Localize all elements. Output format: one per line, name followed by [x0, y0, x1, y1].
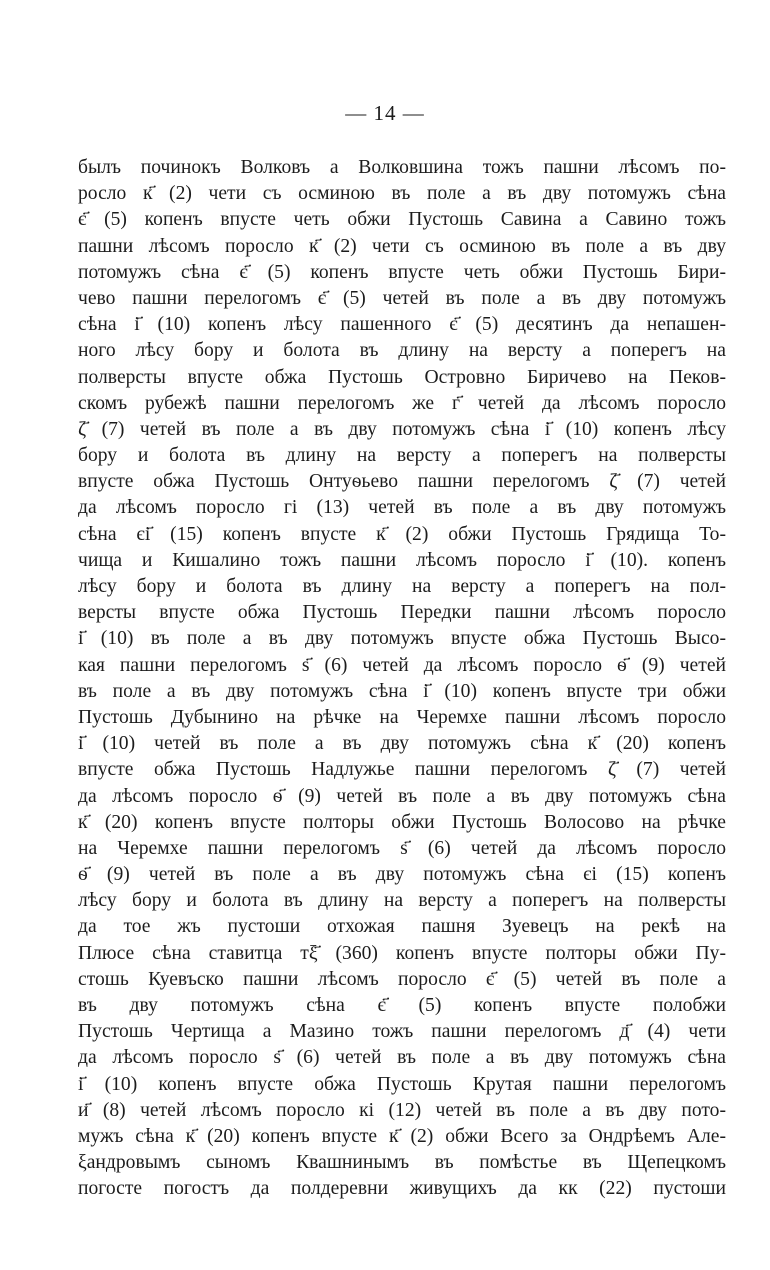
- text-line: Пустошь Дубынино на рѣчке на Черемхе пашни лѣсомъ поросло: [78, 706, 726, 728]
- text-line: ξандровымъ сыномъ Квашнинымъ въ помѣстье въ Щепецкомъ: [78, 1152, 726, 1174]
- text-line: полверсты впусте обжа Пустошь Островно Биричево на Пеков-: [78, 366, 726, 388]
- text-line: на Черемхе пашни перелогомъ ѕ҃ (6) четей да лѣсомъ поросло: [78, 837, 726, 859]
- text-line: ζ҃ (7) четей въ поле а въ дву потомужъ сѣна і҃ (10) копенъ лѣсу: [78, 418, 726, 440]
- text-line: сѣна і҃ (10) копенъ лѣсу пашенного є҃ (5) десятинъ да непашен-: [78, 314, 726, 336]
- text-line: Пустошь Чертища а Мазино тожъ пашни перелогомъ д҃ (4) чети: [78, 1021, 726, 1043]
- text-line: ѳ҃ (9) четей въ поле а въ дву потомужъ сѣна єі (15) копенъ: [78, 864, 726, 886]
- text-line: и҃ (8) четей лѣсомъ поросло кі (12) четей въ поле а въ дву пото-: [78, 1099, 726, 1121]
- text-line: кая пашни перелогомъ ѕ҃ (6) четей да лѣсомъ поросло ѳ҃ (9) четей: [78, 654, 726, 676]
- text-line: былъ починокъ Волковъ а Волковшина тожъ пашни лѣсомъ по-: [78, 157, 726, 178]
- text-line: да лѣсомъ поросло ѳ҃ (9) четей въ поле а въ дву потомужъ сѣна: [78, 785, 726, 807]
- text-line: въ дву потомужъ сѣна є҃ (5) копенъ впусте полобжи: [78, 995, 726, 1016]
- text-line: потомужъ сѣна є҃ (5) копенъ впусте четь обжи Пустошь Бири-: [78, 261, 726, 283]
- text-line: версты впусте обжа Пустошь Передки пашни лѣсомъ поросло: [78, 602, 726, 624]
- text-line: стошь Куевъско пашни лѣсомъ поросло є҃ (5) четей въ поле а: [78, 968, 726, 990]
- text-line: є҃ (5) копенъ впусте четь обжи Пустошь Савина а Савино тожъ: [78, 209, 726, 231]
- text-line: сѣна єі҃ (15) копенъ впусте к҃ (2) обжи Пустошь Грядища То-: [78, 523, 726, 545]
- body-text: [78, 155, 726, 1203]
- text-line: впусте обжа Пустошь Надлужье пашни перелогомъ ζ҃ (7) четей: [78, 759, 726, 781]
- text-line: Плюсе сѣна ставитца тξ҃ (360) копенъ впусте полторы обжи Пу-: [78, 942, 726, 964]
- text-line: бору и болота въ длину на версту а поперегъ на полверсты: [78, 445, 726, 467]
- text-line: скомъ рубежѣ пашни перелогомъ же г҃ четей да лѣсомъ поросло: [78, 392, 726, 414]
- text-line: ного лѣсу бору и болота въ длину на версту а поперегъ на: [78, 340, 726, 362]
- text-line: да лѣсомъ поросло ѕ҃ (6) четей въ поле а въ дву потомужъ сѣна: [78, 1047, 726, 1069]
- text-line: погосте погостъ да полдеревни живущихъ да кк (22) пустоши: [78, 1178, 726, 1200]
- text-line: чево пашни перелогомъ є҃ (5) четей въ поле а въ дву потомужъ: [78, 287, 726, 309]
- text-line: да тое жъ пустоши отхожая пашня Зуевецъ на рекѣ на: [78, 916, 726, 938]
- text-line: чища и Кишалино тожъ пашни лѣсомъ поросло і҃ (10). копенъ: [78, 549, 726, 571]
- text-line: і҃ (10) копенъ впусте обжа Пустошь Крутая пашни перелогомъ: [78, 1073, 726, 1095]
- text-line: впусте обжа Пустошь Онтуѳьево пашни перелогомъ ζ҃ (7) четей: [78, 471, 726, 493]
- text-line: въ поле а въ дву потомужъ сѣна і҃ (10) копенъ впусте три обжи: [78, 680, 726, 702]
- text-line: к҃ (20) копенъ впусте полторы обжи Пустошь Волосово на рѣчке: [78, 811, 726, 833]
- text-line: росло к҃ (2) чети съ осминою въ поле а въ дву потомужъ сѣна: [78, 183, 726, 205]
- text-line: да лѣсомъ поросло гі (13) четей въ поле а въ дву потомужъ: [78, 497, 726, 519]
- text-line: і҃ (10) въ поле а въ дву потомужъ впусте обжа Пустошь Высо-: [78, 628, 726, 650]
- text-line: лѣсу бору и болота въ длину на версту а поперегъ на пол-: [78, 576, 726, 597]
- text-line: пашни лѣсомъ поросло к҃ (2) чети съ осминою въ поле а въ дву: [78, 235, 726, 257]
- text-line: мужъ сѣна к҃ (20) копенъ впусте к҃ (2) обжи Всего за Ондрѣемъ Але-: [78, 1125, 726, 1147]
- page-number: — 14 —: [345, 101, 425, 125]
- text-line: лѣсу бору и болота въ длину на версту а поперегъ на полверсты: [78, 890, 726, 912]
- text-line: і҃ (10) четей въ поле а въ дву потомужъ сѣна к҃ (20) копенъ: [78, 733, 726, 755]
